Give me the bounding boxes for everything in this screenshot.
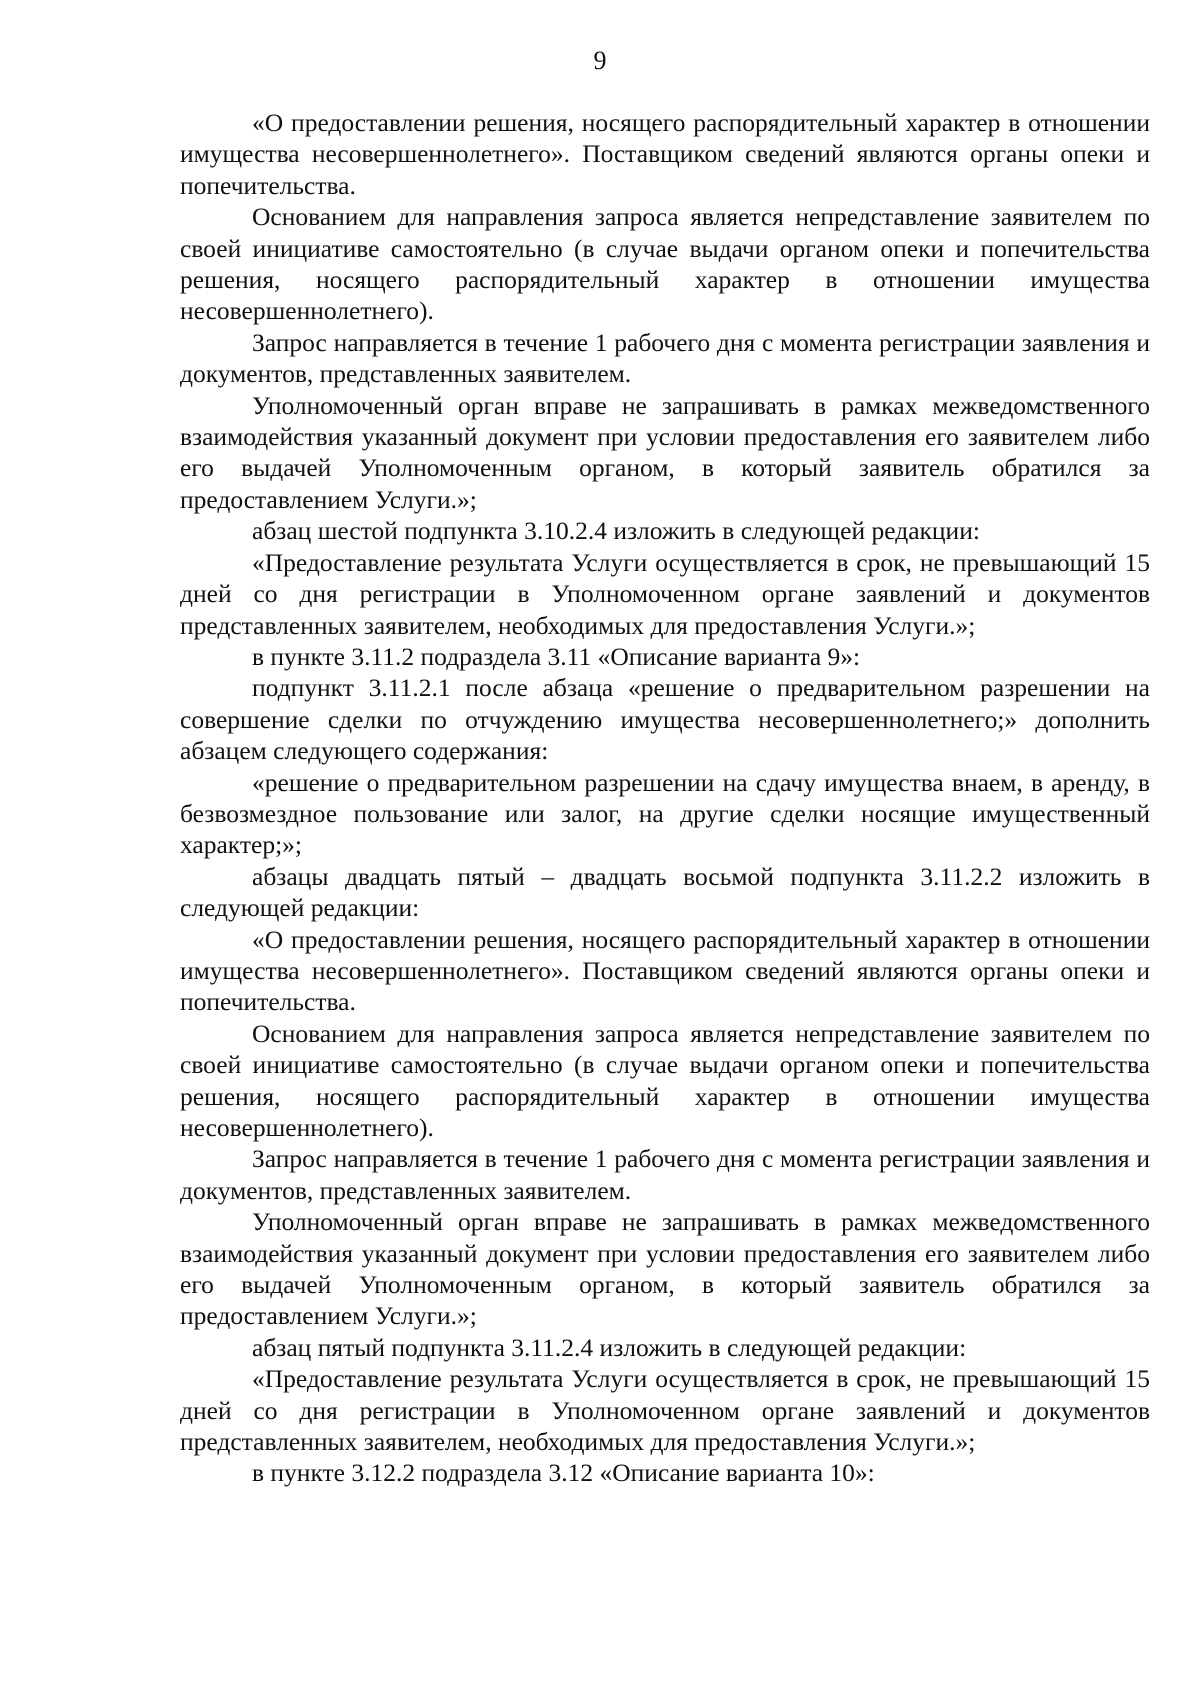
- paragraph: Запрос направляется в течение 1 рабочего дня с момента регистрации заявления и документов, представленных заявителем.: [180, 327, 1150, 389]
- paragraph: «Предоставление результата Услуги осуществляется в срок, не превышающий 15 дней со дня регистрации в Уполномоченном органе заявлений и документов представленных заявителем, необходимых для предоставления Услуги.»;: [180, 1364, 1150, 1457]
- paragraph: абзац шестой подпункта 3.10.2.4 изложить в следующей редакции:: [252, 516, 980, 546]
- paragraph: в пункте 3.12.2 подраздела 3.12 «Описание варианта 10»:: [252, 1458, 875, 1488]
- paragraph: «О предоставлении решения, носящего распорядительный характер в отношении имущества несовершеннолетнего». Поставщиком сведений являются органы опеки и попечительства.: [180, 924, 1150, 1017]
- paragraph: абзац пятый подпункта 3.11.2.4 изложить в следующей редакции:: [252, 1332, 967, 1362]
- paragraph: Запрос направляется в течение 1 рабочего дня с момента регистрации заявления и документов, представленных заявителем.: [180, 1144, 1150, 1205]
- paragraph: Уполномоченный орган вправе не запрашивать в рамках межведомственного взаимодействия указанный документ при условии предоставления его заявителем либо его выдачей Уполномоченным органом, в который заявитель обратился за предоставлением Услуги.»;: [180, 1207, 1150, 1331]
- paragraph: Уполномоченный орган вправе не запрашивать в рамках межведомственного взаимодействия указанный документ при условии предоставления его заявителем либо его выдачей Уполномоченным органом, в который заявитель обратился за предоставлением Услуги.»;: [180, 390, 1150, 514]
- paragraph: «решение о предварительном разрешении на сдачу имущества внаем, в аренду, в безвозмездное пользование или залог, на другие сделки носящие имущественный характер;»;: [180, 767, 1150, 860]
- paragraph: подпункт 3.11.2.1 после абзаца «решение о предварительном разрешении на совершение сделки по отчуждению имущества несовершеннолетнего;» дополнить абзацем следующего содержания:: [180, 673, 1150, 766]
- paragraph: «Предоставление результата Услуги осуществляется в срок, не превышающий 15 дней со дня регистрации в Уполномоченном органе заявлений и документов представленных заявителем, необходимых для предоставления Услуги.»;: [180, 547, 1150, 640]
- document-body: [180, 107, 1150, 1489]
- page-number: 9: [593, 46, 607, 75]
- paragraph: в пункте 3.11.2 подраздела 3.11 «Описание варианта 9»:: [252, 641, 861, 671]
- paragraph: Основанием для направления запроса является непредставление заявителем по своей инициативе самостоятельно (в случае выдачи органом опеки и попечительства решения, носящего распорядительный характер в отношении имущества несовершеннолетнего).: [180, 1018, 1150, 1142]
- paragraph: Основанием для направления запроса является непредставление заявителем по своей инициативе самостоятельно (в случае выдачи органом опеки и попечительства решения, носящего распорядительный характер в отношении имущества несовершеннолетнего).: [180, 202, 1150, 326]
- paragraph: «О предоставлении решения, носящего распорядительный характер в отношении имущества несовершеннолетнего». Поставщиком сведений являются органы опеки и попечительства.: [180, 108, 1150, 200]
- paragraph: абзацы двадцать пятый – двадцать восьмой подпункта 3.11.2.2 изложить в следующей редакции:: [180, 861, 1150, 923]
